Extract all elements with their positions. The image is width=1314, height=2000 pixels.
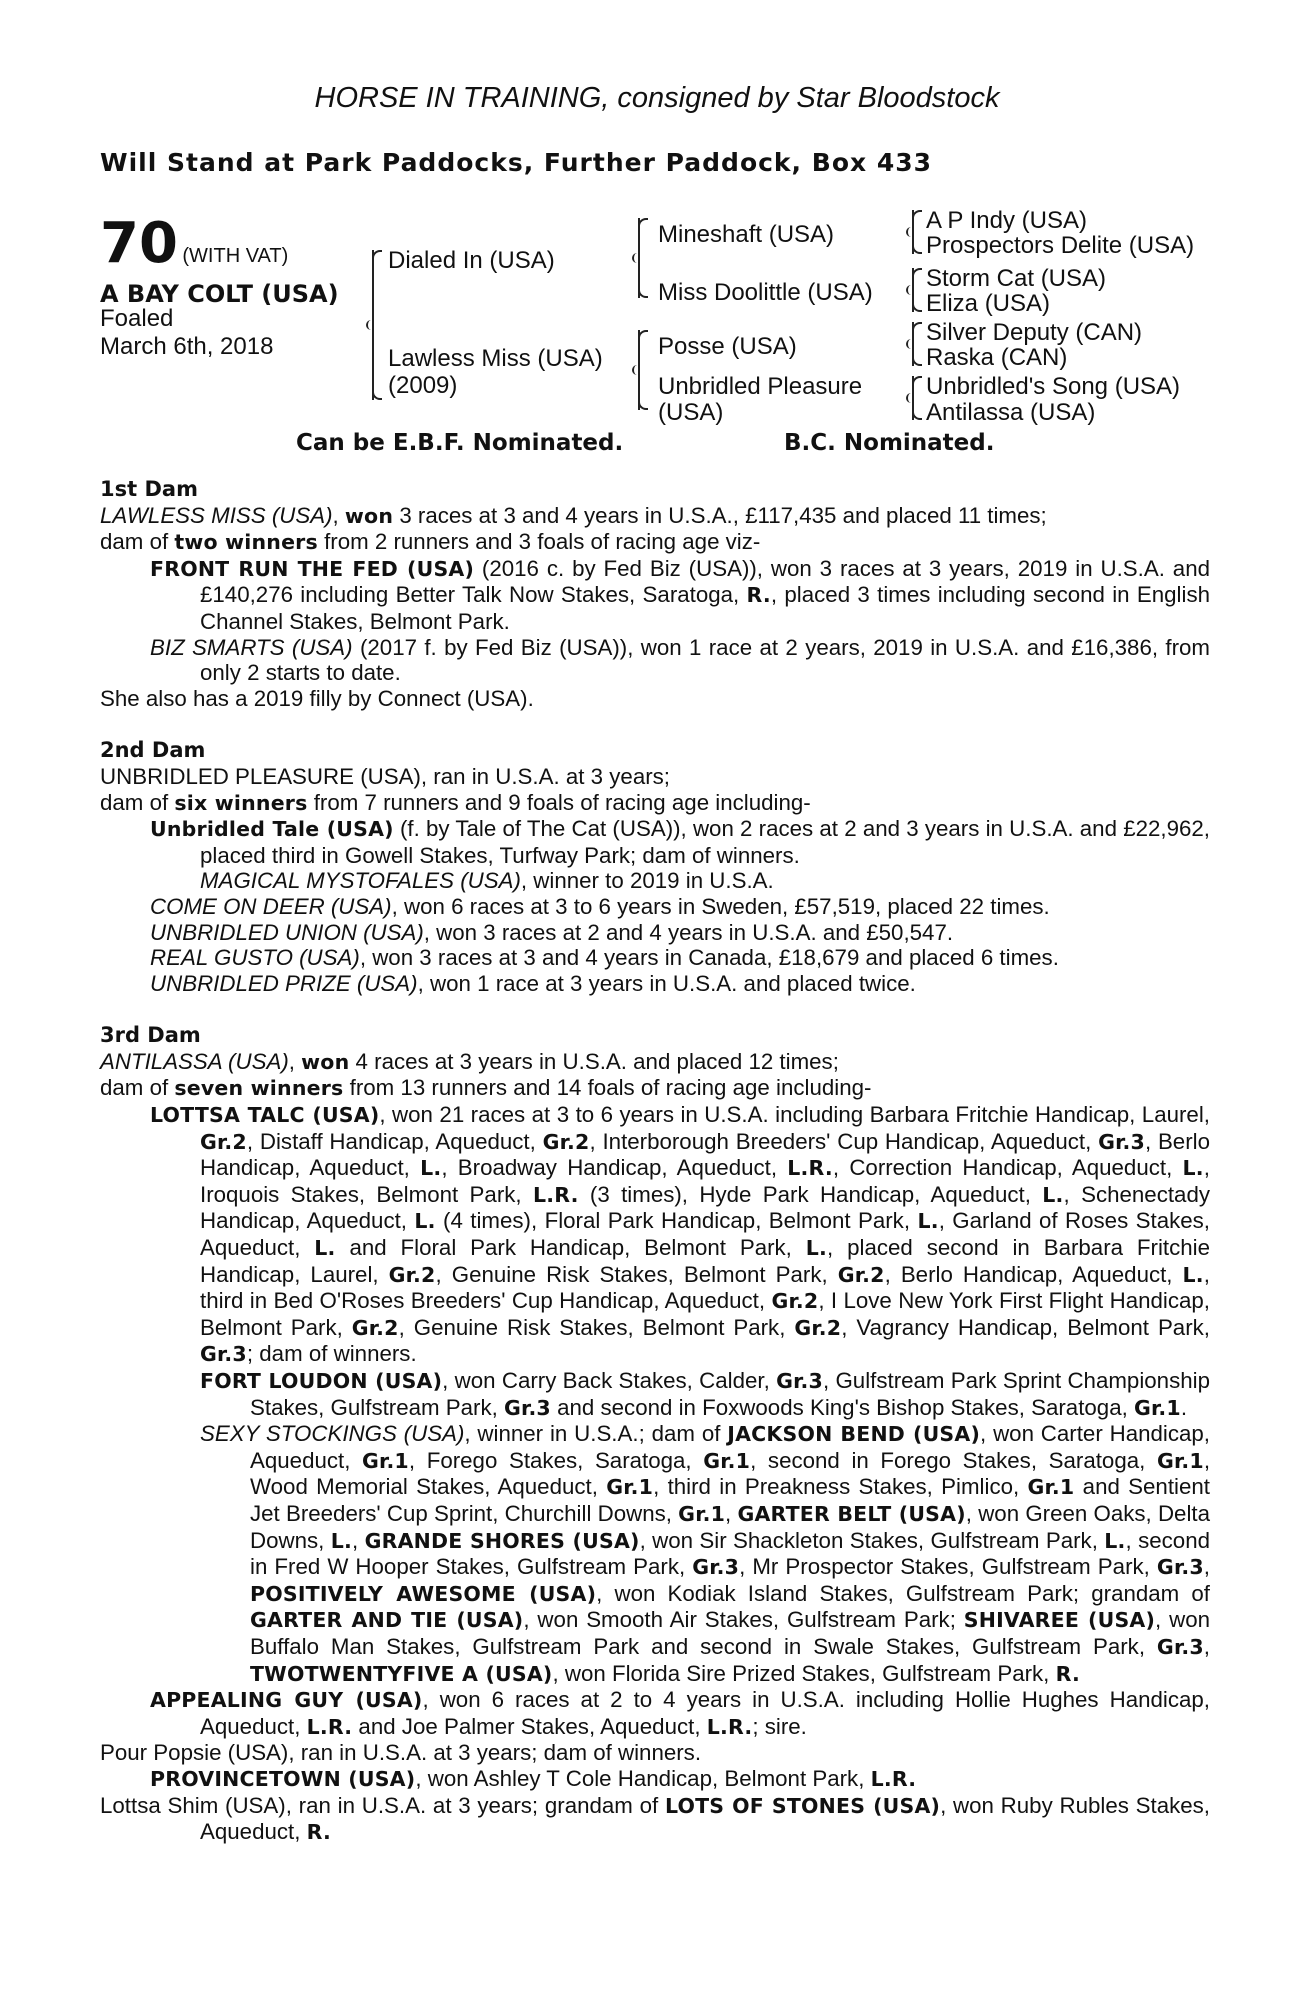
text-run: Gr.3 <box>200 1342 247 1367</box>
text-run: and Floral Park Handicap, Belmont Park, <box>335 1235 806 1261</box>
produce-unbridled-union: UNBRIDLED UNION (USA), won 3 races at 2 and 4 years in U.S.A. and £50,547. <box>150 919 954 945</box>
text-run: Gr.1 <box>1156 1448 1204 1473</box>
text-run: L.R. <box>306 1714 353 1739</box>
third-dam-record: dam of seven winners from 13 runners and 14 foals of racing age including- <box>100 1075 872 1101</box>
third-dam-summary: ANTILASSA (USA), won 4 races at 3 years in U.S.A. and placed 12 times; <box>100 1048 839 1074</box>
text-run: L. <box>330 1528 352 1553</box>
produce-unbridled-tale: Unbridled Tale (USA) (f. by Tale of The Cat (USA)), won 2 races at 2 and 3 years in U.S.A. and £22,962, placed third in Gowell Stakes, Turfway Park; dam of winners. <box>150 816 1210 868</box>
text-run: LOTTSA TALC (USA) <box>150 1103 380 1128</box>
grand-ancestor-3: Storm Cat (USA) <box>926 265 1107 292</box>
text-run: L. <box>917 1209 939 1234</box>
text-run: , Wood Memorial Stakes, Aqueduct, <box>250 1447 1211 1500</box>
produce-lottsa-talc <box>100 1102 1210 1368</box>
text-run: R. <box>306 1820 331 1845</box>
text-run: and Sentient Jet Breeders' Cup Sprint, Churchill Downs, <box>250 1474 1210 1526</box>
text-run: , won Florida Sire Prized Stakes, Gulfstream Park, <box>552 1660 1056 1686</box>
text-run: , won Smooth Air Stakes, Gulfstream Park; <box>523 1607 964 1633</box>
text-run: APPEALING GUY (USA) <box>150 1688 423 1713</box>
text-run: , won Green Oaks, Delta Downs, <box>250 1500 1210 1553</box>
produce-record <box>100 476 1210 1846</box>
dam-name: Lawless Miss (USA) <box>388 345 603 372</box>
text-run: Gr.3 <box>692 1555 740 1580</box>
text-run: (4 times), Floral Park Handicap, Belmont Park, <box>435 1208 918 1234</box>
text-run: , <box>1203 1633 1210 1659</box>
text-run: Gr.3 <box>504 1395 551 1420</box>
pedigree-brace-sire <box>638 218 640 298</box>
text-run: , won 6 races at 2 to 4 years in U.S.A. including Hollie Hughes Handicap, Aqueduct, <box>200 1687 1210 1739</box>
grand-ancestor-4: Eliza (USA) <box>926 290 1051 317</box>
text-run: , Interborough Breeders' Cup Handicap, Aqueduct, <box>589 1128 1099 1154</box>
text-run: L. <box>1042 1182 1064 1207</box>
text-run: L. <box>420 1156 442 1181</box>
text-run: , winner in U.S.A.; dam of <box>464 1421 728 1447</box>
text-run: PROVINCETOWN (USA) <box>150 1766 416 1791</box>
text-run: POSITIVELY AWESOME (USA) <box>250 1581 597 1606</box>
produce-lottsa-shim <box>100 1793 1210 1846</box>
produce-provincetown <box>100 1766 1210 1793</box>
stand-location: Will Stand at Park Paddocks, Further Paddock, Box 433 <box>100 148 933 177</box>
text-run: , Iroquois Stakes, Belmont Park, <box>200 1155 1210 1207</box>
text-run: L.R. <box>532 1182 579 1207</box>
produce-front-run-the-fed: FRONT RUN THE FED (USA) (2016 c. by Fed Biz (USA)), won 3 races at 3 years, 2019 in U.S.A. and £140,276 including Better Talk Now Stakes, Saratoga, R., placed 3 times including second in English Channel Stakes, Belmont Park. <box>150 555 1211 634</box>
text-run: Gr.2 <box>794 1315 842 1340</box>
text-run: Lottsa Shim (USA), ran in U.S.A. at 3 years; grandam of <box>100 1792 665 1818</box>
text-run: Gr.2 <box>837 1262 885 1287</box>
text-run: Gr.1 <box>362 1448 409 1473</box>
grand-ancestor-5: Silver Deputy (CAN) <box>926 319 1143 346</box>
text-run: GRANDE SHORES (USA) <box>364 1528 640 1553</box>
text-run: , Distaff Handicap, Aqueduct, <box>246 1128 543 1154</box>
produce-sexy-stockings <box>100 1421 1210 1687</box>
text-run: FORT LOUDON (USA) <box>200 1369 443 1393</box>
text-run: Gr.2 <box>200 1129 247 1154</box>
foaled-date: March 6th, 2018 <box>100 333 274 360</box>
sire-sire: Mineshaft (USA) <box>658 221 835 248</box>
text-run: SHIVAREE (USA) <box>963 1608 1156 1633</box>
vat-note: (WITH VAT) <box>182 245 289 267</box>
grand-ancestor-6: Raska (CAN) <box>926 344 1068 371</box>
text-run: , second in Fred W Hooper Stakes, Gulfstream Park, <box>250 1527 1211 1580</box>
text-run: L.R. <box>787 1156 833 1181</box>
text-run: , Berlo Handicap, Aqueduct, <box>200 1128 1210 1181</box>
lot-number: 70 <box>100 211 178 276</box>
produce-fort-loudon <box>100 1368 1210 1421</box>
pedigree-brace-main <box>372 250 374 400</box>
text-run: , won Ruby Rubles Stakes, Aqueduct, <box>200 1792 1210 1845</box>
text-run: , won Buffalo Man Stakes, Gulfstream Park and second in Swale Stakes, Gulfstream Park, <box>250 1607 1210 1659</box>
text-run: , Broadway Handicap, Aqueduct, <box>441 1155 788 1181</box>
produce-real-gusto: REAL GUSTO (USA), won 3 races at 3 and 4 years in Canada, £18,679 and placed 6 times. <box>150 945 1059 971</box>
text-run: , Garland of Roses Stakes, Aqueduct, <box>200 1208 1210 1261</box>
text-run: LOTS OF STONES (USA) <box>664 1793 941 1818</box>
text-run: , Schenectady Handicap, Aqueduct, <box>200 1181 1210 1234</box>
text-run: , <box>1203 1554 1210 1580</box>
text-run: Gr.2 <box>542 1129 590 1154</box>
text-run: , Correction Handicap, Aqueduct, <box>832 1155 1183 1181</box>
first-dam-title: 1st Dam <box>100 477 198 501</box>
text-run: GARTER BELT (USA) <box>737 1501 966 1526</box>
text-run: , Genuine Risk Stakes, Belmont Park, <box>398 1314 795 1340</box>
first-dam-summary: LAWLESS MISS (USA), won 3 races at 3 and 4 years in U.S.A., £117,435 and placed 11 times; <box>100 502 1047 528</box>
pedigree-brace-g1 <box>912 210 914 254</box>
first-dam-record: dam of two winners from 2 runners and 3 foals of racing age viz- <box>100 529 761 555</box>
text-run: , won 21 races at 3 to 6 years in U.S.A. including Barbara Fritchie Handicap, Laurel, <box>379 1102 1210 1128</box>
first-dam-note: She also has a 2019 filly by Connect (USA). <box>100 685 534 711</box>
third-dam-title: 3rd Dam <box>100 1023 201 1048</box>
text-run: , Forego Stakes, Saratoga, <box>408 1447 704 1473</box>
produce-magical-mystofales: MAGICAL MYSTOFALES (USA), winner to 2019 in U.S.A. <box>200 868 774 894</box>
second-dam-summary: UNBRIDLED PLEASURE (USA), ran in U.S.A. at 3 years; <box>100 763 670 789</box>
pedigree-brace-g3 <box>912 322 914 366</box>
text-run: L. <box>1182 1156 1204 1181</box>
page-heading: HORSE IN TRAINING, consigned by Star Bloodstock <box>314 82 1000 114</box>
text-run: , won Kodiak Island Stakes, Gulfstream Park; grandam of <box>596 1580 1210 1606</box>
text-run: Gr.2 <box>771 1289 819 1314</box>
pedigree-brace-g4 <box>912 376 914 420</box>
lot-description: A BAY COLT (USA) <box>100 280 339 308</box>
grand-ancestor-2: Prospectors Delite (USA) <box>926 232 1195 259</box>
text-run: L. <box>414 1209 436 1234</box>
text-run: Gr.1 <box>678 1501 726 1526</box>
bc-nomination: B.C. Nominated. <box>784 430 995 456</box>
produce-appealing-guy <box>100 1687 1210 1740</box>
dam-year: (2009) <box>388 372 458 399</box>
text-run: Gr.3 <box>776 1369 823 1393</box>
text-run: Gr.1 <box>1134 1395 1181 1420</box>
ebf-nomination: Can be E.B.F. Nominated. <box>296 430 624 456</box>
text-run: , third in Bed O'Roses Breeders' Cup Handicap, Aqueduct, <box>200 1261 1210 1314</box>
second-dam-title: 2nd Dam <box>100 738 206 763</box>
text-run: , <box>352 1527 365 1553</box>
grand-ancestor-1: A P Indy (USA) <box>926 207 1087 234</box>
text-run: and second in Foxwoods King's Bishop Stakes, Saratoga, <box>550 1394 1134 1420</box>
text-run: L. <box>805 1236 828 1261</box>
text-run: , second in Forego Stakes, Saratoga, <box>750 1447 1157 1473</box>
text-run: , third in Preakness Stakes, Pimlico, <box>653 1474 1028 1500</box>
text-run: Gr.2 <box>388 1262 436 1287</box>
text-run: , <box>725 1500 738 1526</box>
foaled-label: Foaled <box>100 305 174 332</box>
produce-come-on-deer: COME ON DEER (USA), won 6 races at 3 to 6 years in Sweden, £57,519, placed 22 times. <box>150 893 1050 919</box>
grand-ancestor-7: Unbridled's Song (USA) <box>926 373 1181 400</box>
text-run: , won Carter Handicap, Aqueduct, <box>250 1421 1210 1473</box>
text-run: ; sire. <box>752 1713 807 1739</box>
sire-dam: Miss Doolittle (USA) <box>658 279 873 306</box>
text-run: GARTER AND TIE (USA) <box>250 1608 524 1633</box>
text-run: , won Ashley T Cole Handicap, Belmont Park, <box>415 1765 871 1791</box>
text-run: Gr.3 <box>1098 1129 1145 1154</box>
sire-name: Dialed In (USA) <box>388 247 555 274</box>
text-run: and Joe Palmer Stakes, Aqueduct, <box>352 1713 707 1739</box>
text-run: Gr.3 <box>1156 1555 1204 1580</box>
text-run: Gr.2 <box>351 1315 399 1340</box>
text-run: JACKSON BEND (USA) <box>727 1422 981 1447</box>
second-dam-record: dam of six winners from 7 runners and 9 foals of racing age including- <box>100 789 811 815</box>
text-run: L. <box>1182 1262 1204 1287</box>
dam-dam-country: (USA) <box>658 399 724 426</box>
produce-unbridled-prize: UNBRIDLED PRIZE (USA), won 1 race at 3 years in U.S.A. and placed twice. <box>150 970 916 996</box>
text-run: Gr.1 <box>606 1475 654 1500</box>
text-run: , I Love New York First Flight Handicap, Belmont Park, <box>200 1288 1210 1340</box>
text-run: Gr.3 <box>1156 1634 1204 1659</box>
text-run: , won Carry Back Stakes, Calder, <box>442 1368 777 1393</box>
text-run: Gr.1 <box>703 1448 751 1473</box>
text-run: , Berlo Handicap, Aqueduct, <box>884 1261 1183 1287</box>
text-run: L.R. <box>706 1714 753 1739</box>
text-run: SEXY STOCKINGS (USA) <box>200 1421 465 1447</box>
text-run: , Genuine Risk Stakes, Belmont Park, <box>435 1261 838 1287</box>
text-run: , won Sir Shackleton Stakes, Gulfstream Park, <box>639 1527 1105 1553</box>
text-run: . <box>1180 1394 1188 1420</box>
text-run: , Vagrancy Handicap, Belmont Park, <box>841 1314 1210 1340</box>
text-run: R. <box>1055 1661 1080 1686</box>
pedigree-brace-g2 <box>912 268 914 312</box>
pedigree-brace-dam <box>638 330 640 410</box>
produce-biz-smarts: BIZ SMARTS (USA) (2017 f. by Fed Biz (USA)), won 1 race at 2 years, 2019 in U.S.A. and £16,386, from only 2 starts to date. <box>150 634 1210 686</box>
text-run: , placed second in Barbara Fritchie Handicap, Laurel, <box>200 1235 1211 1287</box>
text-run: Gr.1 <box>1027 1475 1075 1500</box>
grand-ancestor-8: Antilassa (USA) <box>926 399 1096 426</box>
produce-pour-popsie: Pour Popsie (USA), ran in U.S.A. at 3 years; dam of winners. <box>100 1740 702 1766</box>
text-run: (3 times), Hyde Park Handicap, Aqueduct, <box>578 1181 1043 1207</box>
text-run: TWOTWENTYFIVE A (USA) <box>250 1661 553 1686</box>
text-run: L. <box>314 1236 336 1261</box>
dam-sire: Posse (USA) <box>658 333 797 360</box>
dam-dam: Unbridled Pleasure <box>658 373 863 400</box>
text-run: L.R. <box>870 1766 917 1791</box>
lot-number-line <box>100 211 289 276</box>
text-run: L. <box>1104 1528 1126 1553</box>
text-run: , Gulfstream Park Sprint Championship Stakes, Gulfstream Park, <box>250 1368 1210 1420</box>
text-run: , Mr Prospector Stakes, Gulfstream Park, <box>739 1554 1157 1580</box>
text-run: ; dam of winners. <box>246 1341 417 1367</box>
